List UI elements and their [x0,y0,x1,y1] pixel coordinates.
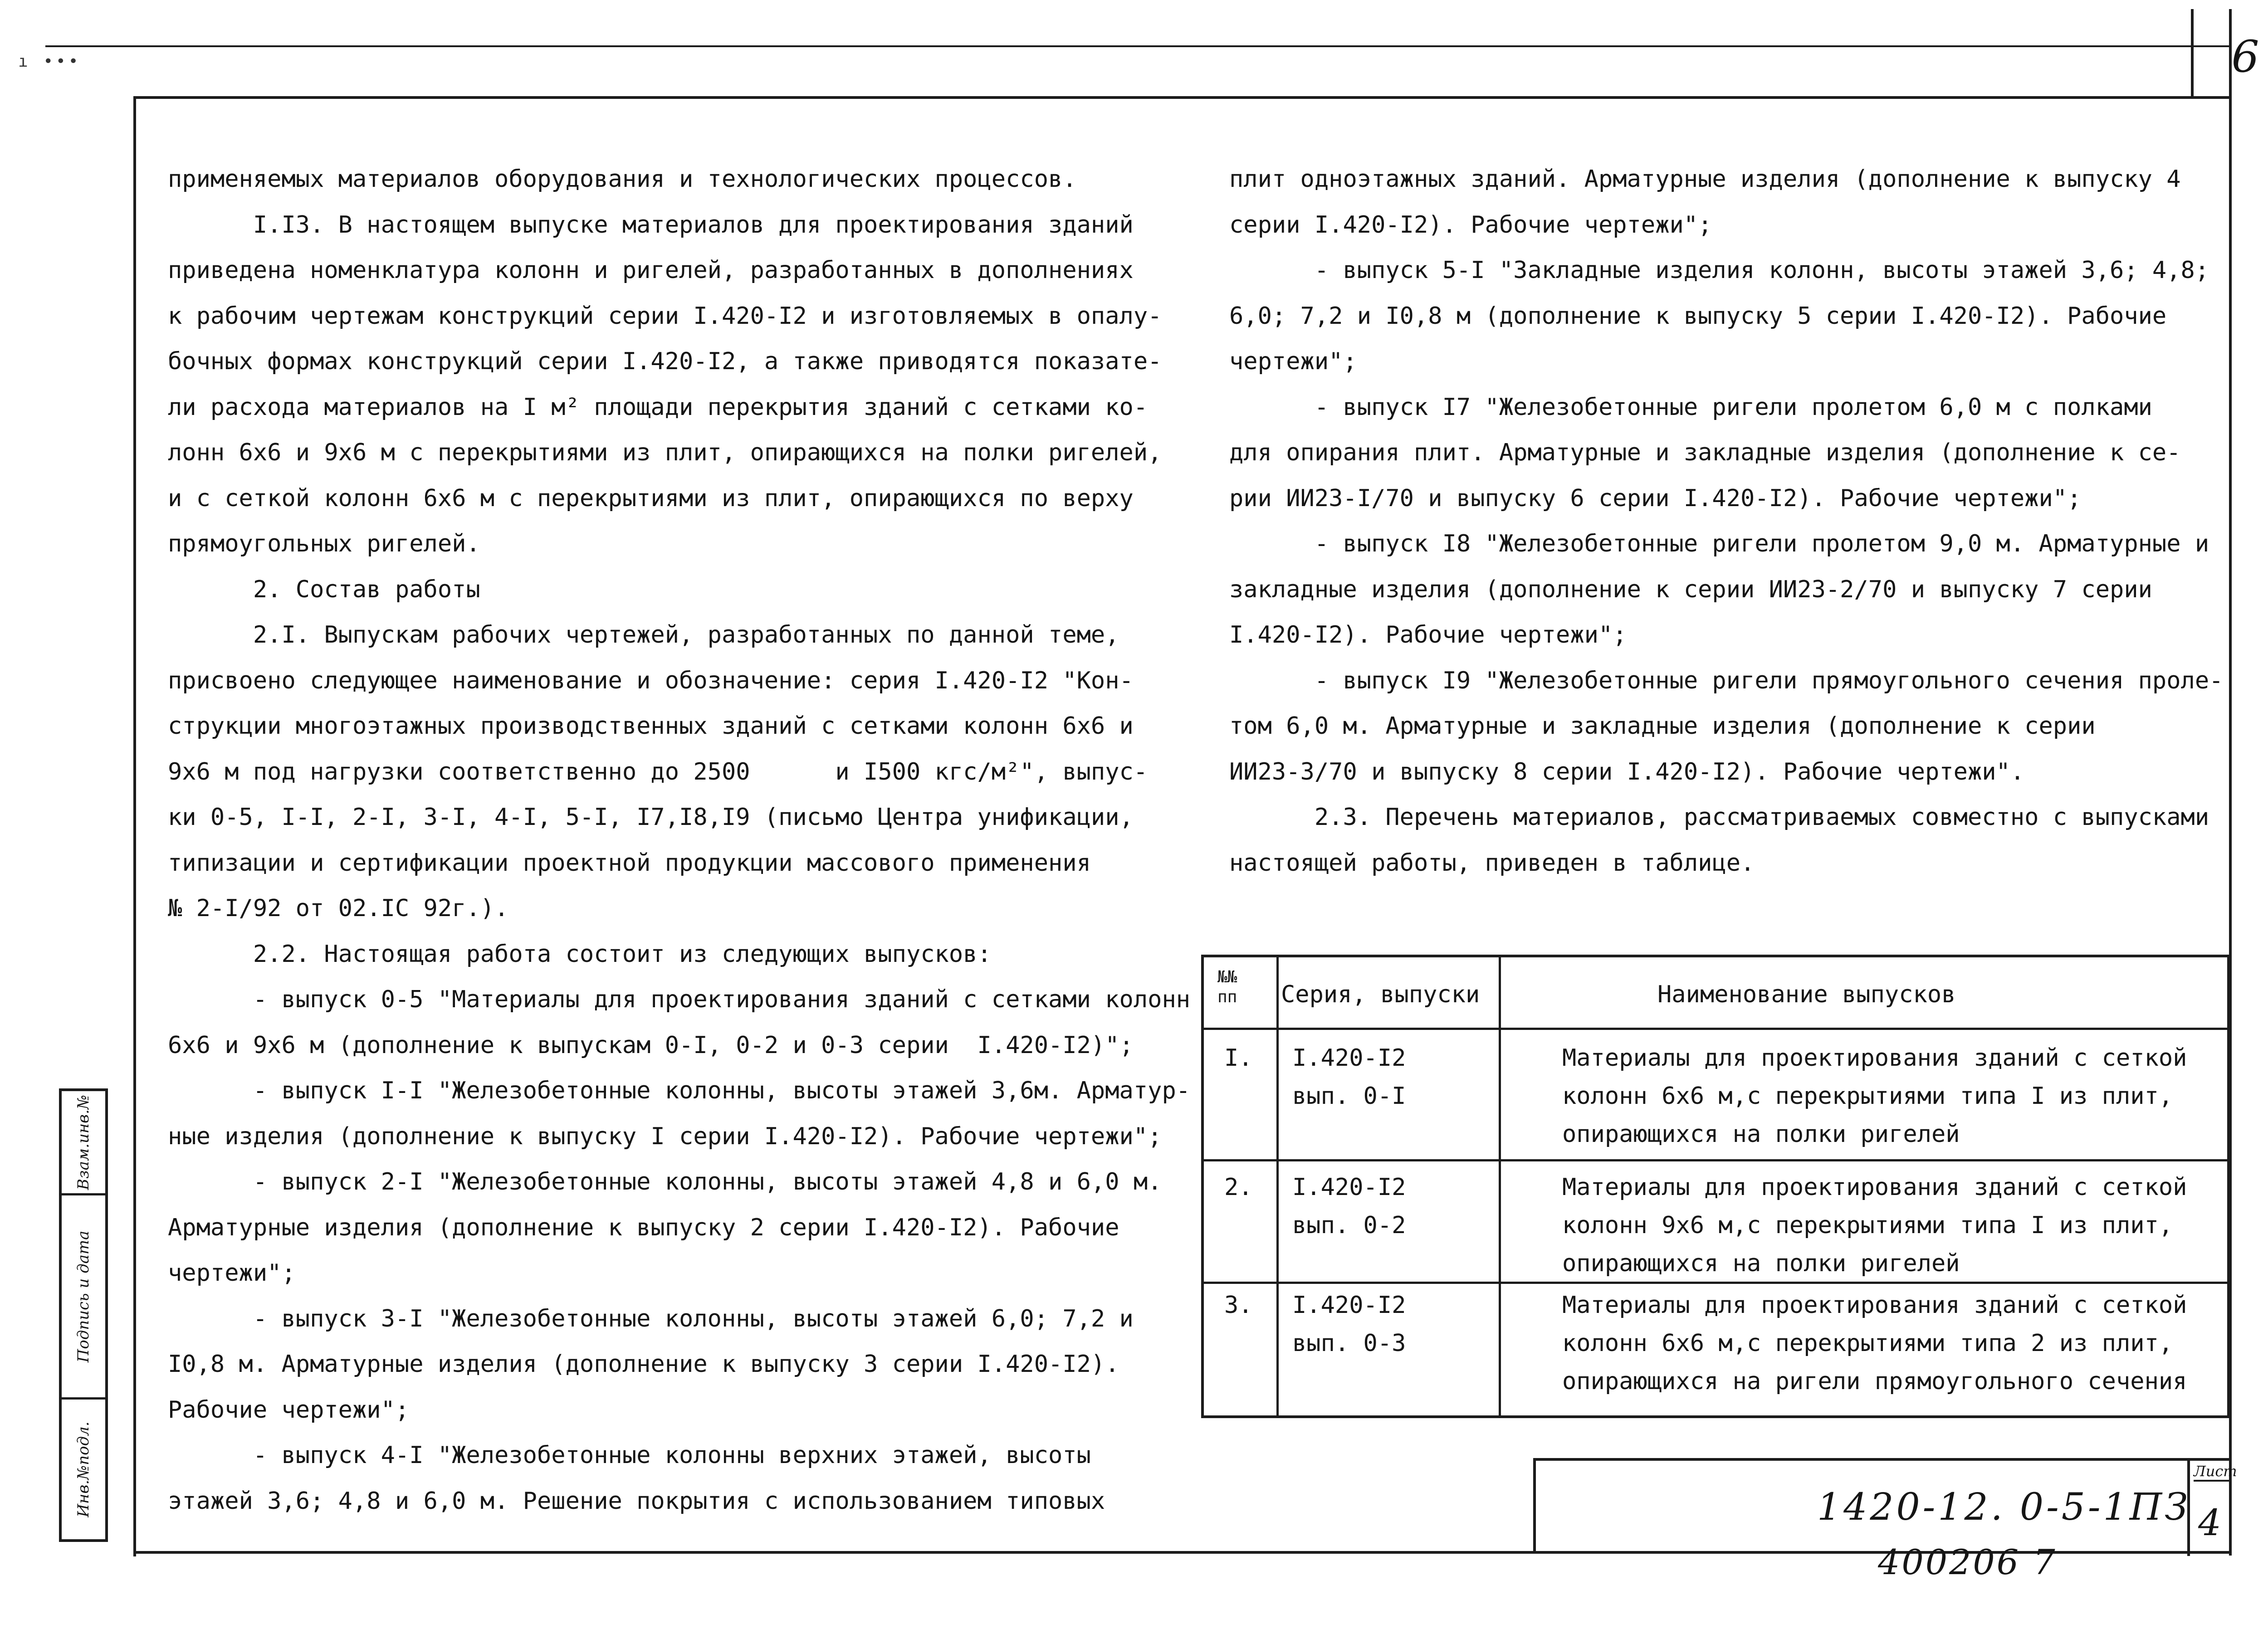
table-header-name: Наименование выпусков [1657,981,1956,1008]
table-header-series: Серия, выпуски [1281,981,1480,1008]
left-text-column [168,156,1191,1524]
title-block [1533,1458,2237,1553]
corner-box-line [2191,9,2194,98]
text-line: I.I3. В настоящем выпуске материалов для проектирования зданий [168,211,1134,239]
text-line: 6,0; 7,2 и I0,8 м (дополнение к выпуску 5 серии I.420-I2). Рабочие [1229,302,2167,330]
text-line: к рабочим чертежам конструкций серии I.420-I2 и изготовляемых в опалу- [168,302,1162,330]
text-line: приведена номенклатура колонн и ригелей, разработанных в дополнениях [168,257,1134,284]
sheet-number-box [2187,1461,2237,1556]
frame-left-line [133,96,136,1556]
text-line: присвоено следующее наименование и обозначение: серия I.420-I2 "Кон- [168,667,1134,694]
stamp-label-inventory-replacement: Взам.инв.№ [74,1094,93,1190]
text-line: ки 0-5, I-I, 2-I, 3-I, 4-I, 5-I, I7,I8,I9 (письмо Центра унификации, [168,804,1134,831]
stamp-label-signature-date: Подпись и дата [74,1230,93,1362]
text-line: 6х6 и 9х6 м (дополнение к выпускам 0-I, 0-2 и 0-3 серии I.420-I2)"; [168,1031,1134,1059]
materials-table [1201,955,2230,1418]
text-line: 2.3. Перечень материалов, рассматриваемых совместно с выпусками [1229,804,2209,831]
table-row-2-name: Материалы для проектирования зданий с сеткой колонн 9х6 м,с перекрытиями типа I из плит, опирающихся на полки ригелей [1562,1174,2187,1277]
table-col-divider [1499,957,1501,1415]
text-line: рии ИИ23-I/70 и выпуску 6 серии I.420-I2). Рабочие чертежи"; [1229,484,2082,512]
text-line: бочных формах конструкций серии I.420-I2, а также приводятся показате- [168,348,1162,375]
table-row-3-series: I.420-I2 вып. 0-3 [1292,1292,1406,1357]
stamp-label-original-inventory: Инв.№подл. [74,1421,93,1517]
text-line: том 6,0 м. Арматурные и закладные изделия (дополнение к серии [1229,712,2096,740]
text-line: для опирания плит. Арматурные и закладные изделия (дополнение к се- [1229,439,2181,466]
table-row-divider [1204,1028,2227,1030]
text-line: струкции многоэтажных производственных зданий с сетками колонн 6х6 и [168,712,1134,740]
text-line: - выпуск I7 "Железобетонные ригели пролетом 6,0 м с полками [1229,393,2152,421]
table-row-3-name: Материалы для проектирования зданий с сеткой колонн 6х6 м,с перекрытиями типа 2 из плит, опирающихся на ригели прямоугольного сечения [1562,1292,2187,1395]
text-line: закладные изделия (дополнение к серии ИИ23-2/70 и выпуску 7 серии [1229,576,2152,603]
document-designation: 1420-12. 0-5-1ПЗ [1817,1486,2191,1529]
table-row-3-number: 3. [1224,1292,1253,1319]
text-line: лонн 6х6 и 9х6 м с перекрытиями из плит, опирающихся на полки ригелей, [168,439,1162,466]
text-line: - выпуск 5-I "Закладные изделия колонн, высоты этажей 3,6; 4,8; [1229,257,2209,284]
text-line: типизации и сертификации проектной продукции массового применения [168,849,1091,877]
text-line: - выпуск 3-I "Железобетонные колонны, высоты этажей 6,0; 7,2 и [168,1305,1134,1332]
text-line: чертежи"; [168,1259,296,1287]
text-line: прямоугольных ригелей. [168,530,480,557]
stamp-cell-signature [62,1195,105,1400]
side-stamp [59,1088,108,1542]
text-line: ли расхода материалов на I м² площади перекрытия зданий с сетками ко- [168,393,1148,421]
corner-mark: ı ••• [18,52,81,71]
table-col-divider [1276,957,1279,1415]
text-line: - выпуск I8 "Железобетонные ригели пролетом 9,0 м. Арматурные и [1229,530,2209,557]
header-rule [45,45,2232,47]
corner-page-number: 6 [2231,31,2259,82]
text-line: 2.2. Настоящая работа состоит из следующих выпусков: [168,940,992,968]
text-line: I.420-I2). Рабочие чертежи"; [1229,621,1627,649]
sheet-label: Лист [2194,1463,2230,1482]
table-row-2-series: I.420-I2 вып. 0-2 [1292,1174,1406,1239]
text-line: 9х6 м под нагрузки соответственно до 2500 и I500 кгс/м²", выпус- [168,758,1148,785]
text-line: - выпуск 0-5 "Материалы для проектирования зданий с сетками колонн [168,986,1191,1013]
text-line: Арматурные изделия (дополнение к выпуску 2 серии I.420-I2). Рабочие [168,1214,1119,1241]
text-line: ные изделия (дополнение к выпуску I серии I.420-I2). Рабочие чертежи"; [168,1122,1162,1150]
text-line: - выпуск I-I "Железобетонные колонны, высоты этажей 3,6м. Арматур- [168,1077,1191,1104]
text-line: ИИ23-3/70 и выпуску 8 серии I.420-I2). Рабочие чертежи". [1229,758,2025,785]
stamp-cell-original [62,1400,105,1539]
table-row-1-series: I.420-I2 вып. 0-I [1292,1044,1406,1110]
text-line: 2.I. Выпускам рабочих чертежей, разработанных по данной теме, [168,621,1119,649]
table-row-2-number: 2. [1224,1174,1253,1201]
text-line: - выпуск I9 "Железобетонные ригели прямоугольного сечения проле- [1229,667,2224,694]
frame-top-line [136,96,2232,99]
text-line: плит одноэтажных зданий. Арматурные изделия (дополнение к выпуску 4 [1229,166,2181,193]
inventory-number: 400206 7 [1878,1542,2057,1582]
table-row-divider [1204,1159,2227,1161]
text-line: - выпуск 4-I "Железобетонные колонны верхних этажей, высоты [168,1442,1091,1469]
text-line: и с сеткой колонн 6х6 м с перекрытиями из плит, опирающихся по верху [168,484,1134,512]
text-line: чертежи"; [1229,348,1357,375]
text-line: настоящей работы, приведен в таблице. [1229,849,1755,877]
text-line: применяемых материалов оборудования и технологических процессов. [168,166,1077,193]
right-text-column [1229,156,2224,886]
text-line: серии I.420-I2). Рабочие чертежи"; [1229,211,1712,239]
text-line: этажей 3,6; 4,8 и 6,0 м. Решение покрытия с использованием типовых [168,1487,1105,1515]
text-line: Рабочие чертежи"; [168,1396,410,1424]
sheet-number: 4 [2198,1502,2221,1544]
table-header-number: №№ пп [1217,968,1237,1006]
stamp-cell-inventory [62,1091,105,1195]
table-row-1-number: I. [1224,1044,1253,1072]
text-line: 2. Состав работы [168,576,480,603]
table-row-1-name: Материалы для проектирования зданий с сеткой колонн 6х6 м,с перекрытиями типа I из плит, опирающихся на полки ригелей [1562,1044,2187,1148]
text-line: I0,8 м. Арматурные изделия (дополнение к выпуску 3 серии I.420-I2). [168,1351,1119,1378]
text-line: № 2-I/92 от 02.IC 92г.). [168,895,509,922]
text-line: - выпуск 2-I "Железобетонные колонны, высоты этажей 4,8 и 6,0 м. [168,1168,1162,1195]
